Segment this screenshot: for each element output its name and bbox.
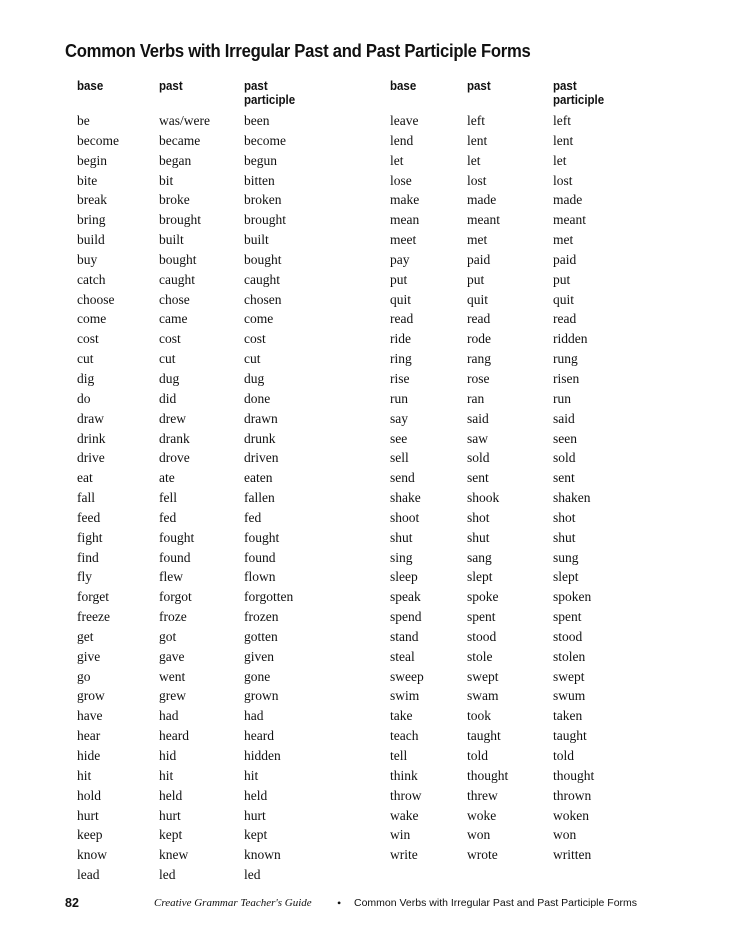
verb-cell: fly — [77, 569, 92, 585]
verb-cell: put — [390, 271, 408, 287]
verb-cell: eat — [77, 470, 93, 486]
verb-cell: cut — [244, 351, 261, 367]
verb-cell: gone — [244, 668, 271, 684]
verb-cell: given — [244, 648, 274, 664]
verb-cell: won — [467, 827, 491, 843]
verb-cell: lead — [77, 867, 100, 883]
verb-cell: drew — [159, 410, 186, 426]
verb-cell: let — [553, 152, 567, 168]
verb-cell: wake — [390, 807, 419, 823]
verb-cell: begin — [77, 152, 107, 168]
verb-cell: pay — [390, 251, 410, 267]
verb-cell: build — [77, 232, 105, 248]
verb-cell: tell — [390, 748, 408, 763]
verb-cell: heard — [159, 728, 189, 744]
verb-cell: went — [159, 668, 186, 684]
verb-cell: swum — [553, 688, 586, 704]
verb-cell: taught — [467, 728, 501, 744]
verb-cell: flown — [244, 569, 276, 585]
verb-cell: fallen — [244, 490, 275, 506]
verb-cell: did — [159, 390, 177, 406]
verb-cell: froze — [159, 609, 187, 625]
verb-cell: come — [244, 311, 274, 327]
verb-cell: do — [77, 390, 91, 406]
verb-cell: spoke — [467, 589, 499, 605]
verb-cell: read — [553, 311, 577, 327]
verb-cell: shut — [467, 529, 490, 545]
header-past-right: past — [467, 79, 491, 93]
verb-cell: met — [467, 232, 488, 248]
verb-cell: had — [159, 708, 179, 724]
verb-cell: gotten — [244, 628, 278, 644]
verb-cell: kept — [159, 827, 183, 843]
verb-cell: threw — [467, 787, 498, 803]
verb-cell: shut — [390, 529, 413, 545]
verb-cell: bought — [159, 251, 197, 267]
verb-cell: quit — [553, 291, 575, 307]
verb-cell: rung — [553, 351, 578, 367]
verb-cell: chosen — [244, 291, 282, 307]
verb-cell: bought — [244, 251, 282, 267]
verb-cell: hit — [244, 767, 259, 783]
verb-cell: found — [244, 549, 276, 565]
verb-cell: break — [77, 192, 107, 208]
verb-cell: sold — [553, 450, 576, 466]
verb-cell: slept — [467, 569, 493, 585]
verb-cell: be — [77, 113, 90, 128]
verb-cell: stolen — [553, 648, 586, 664]
verb-cell: cost — [159, 331, 181, 347]
verb-cell: throw — [390, 787, 422, 803]
verb-cell: give — [77, 648, 101, 664]
verb-cell: hear — [77, 728, 101, 744]
verb-cell: hurt — [244, 807, 266, 823]
verb-cell: sang — [467, 549, 492, 565]
verb-cell: feed — [77, 509, 101, 525]
right-past-column — [467, 111, 567, 865]
verb-cell: was/were — [159, 113, 210, 128]
verb-cell: risen — [553, 370, 580, 386]
verb-cell: drank — [159, 430, 190, 446]
verb-cell: go — [77, 668, 91, 684]
page-number: 82 — [65, 896, 79, 910]
verb-cell: become — [77, 132, 119, 148]
verb-cell: fought — [244, 529, 280, 545]
verb-cell: speak — [390, 589, 421, 605]
verb-cell: have — [77, 708, 103, 724]
verb-cell: told — [467, 748, 489, 763]
verb-cell: chose — [159, 291, 190, 307]
verb-cell: caught — [159, 271, 195, 287]
verb-cell: cost — [77, 331, 99, 347]
verb-cell: put — [467, 271, 485, 287]
verb-cell: bitten — [244, 172, 275, 188]
page-footer — [65, 894, 685, 912]
verb-cell: know — [77, 847, 107, 863]
verb-cell: frozen — [244, 609, 279, 625]
verb-cell: hid — [159, 748, 177, 763]
verb-cell: had — [244, 708, 264, 724]
verb-cell: stood — [553, 628, 583, 644]
verb-cell: begun — [244, 152, 277, 168]
verb-cell: fed — [159, 509, 177, 525]
header-base-left: base — [77, 79, 104, 93]
verb-cell: run — [390, 390, 408, 406]
verb-cell: lose — [390, 172, 412, 188]
verb-cell: known — [244, 847, 281, 863]
verb-cell: slept — [553, 569, 579, 585]
verb-cell: held — [244, 787, 268, 803]
verb-cell: said — [467, 410, 489, 426]
footer-section-title: Common Verbs with Irregular Past and Past Participle Forms — [354, 897, 638, 909]
header-participle-line1: past — [244, 79, 268, 93]
verb-cell: forget — [77, 589, 109, 605]
verb-cell: lost — [467, 172, 487, 188]
verb-cell: write — [390, 847, 418, 863]
verb-cell: lent — [553, 132, 574, 148]
verb-cell: hurt — [77, 807, 99, 823]
verb-cell: cut — [159, 351, 176, 367]
verb-cell: ate — [159, 470, 175, 486]
header-base-right: base — [390, 79, 417, 93]
verb-cell: taught — [553, 728, 587, 744]
verb-cell: drunk — [244, 430, 276, 446]
verb-cell: send — [390, 470, 415, 486]
verb-cell: saw — [467, 430, 488, 446]
verb-cell: swept — [467, 668, 499, 684]
verb-cell: sleep — [390, 569, 418, 585]
verb-cell: took — [467, 708, 492, 724]
verb-cell: came — [159, 311, 188, 327]
header-participle-line2: participle — [553, 93, 605, 107]
verb-cell: rode — [467, 331, 491, 347]
verb-cell: shut — [553, 529, 576, 545]
page-title: Common Verbs with Irregular Past and Past Participle Forms — [65, 40, 531, 61]
verb-cell: broken — [244, 192, 282, 208]
verb-cell: meet — [390, 232, 417, 248]
bullet-separator: • — [337, 896, 342, 910]
header-past-left: past — [159, 79, 183, 93]
verb-cell: rose — [467, 370, 490, 386]
verb-cell: led — [244, 867, 261, 883]
verb-cell: swim — [390, 688, 420, 704]
left-participle-column — [244, 111, 344, 885]
verb-cell: spent — [553, 609, 582, 625]
verb-cell: built — [159, 232, 184, 248]
verb-cell: come — [77, 311, 107, 327]
verb-cell: met — [553, 232, 574, 248]
verb-cell: shook — [467, 490, 500, 506]
verb-cell: sung — [553, 549, 579, 565]
verb-cell: won — [553, 827, 577, 843]
verb-cell: bring — [77, 212, 106, 228]
header-participle-line1: past — [553, 79, 577, 93]
verb-cell: brought — [244, 212, 286, 228]
header-participle-line2: participle — [244, 93, 296, 107]
verb-cell: drink — [77, 430, 106, 446]
verb-cell: gave — [159, 648, 185, 664]
verb-cell: led — [159, 867, 176, 883]
verb-cell: fell — [159, 490, 177, 506]
verb-cell: fed — [244, 509, 262, 525]
verb-cell: thought — [467, 767, 509, 783]
verb-cell: dug — [159, 370, 180, 386]
verb-cell: win — [390, 827, 411, 843]
verb-cell: see — [390, 430, 408, 446]
verb-cell: lend — [390, 132, 414, 148]
verb-cell: knew — [159, 847, 189, 863]
verb-cell: woke — [467, 807, 497, 823]
verb-cell: shake — [390, 490, 421, 506]
verb-cell: let — [390, 152, 404, 168]
verb-cell: bit — [159, 172, 174, 188]
verb-cell: wrote — [467, 847, 498, 863]
book-title: Creative Grammar Teacher's Guide — [154, 897, 312, 909]
verb-cell: sold — [467, 450, 490, 466]
verb-cell: grown — [244, 688, 279, 704]
verb-cell: sent — [553, 470, 575, 486]
verb-cell: ridden — [553, 331, 588, 347]
verb-cell: dug — [244, 370, 265, 386]
verb-cell: sell — [390, 450, 409, 466]
right-participle-column — [553, 111, 653, 865]
verb-cell: hurt — [159, 807, 181, 823]
header-participle-left — [244, 79, 295, 107]
verb-cell: thrown — [553, 787, 592, 803]
verb-cell: hold — [77, 787, 102, 803]
verb-cell: caught — [244, 271, 280, 287]
verb-cell: left — [553, 113, 571, 128]
verb-cell: draw — [77, 410, 104, 426]
verb-cell: drove — [159, 450, 190, 466]
verb-cell: stole — [467, 648, 493, 664]
verb-cell: shot — [553, 509, 576, 525]
verb-cell: fought — [159, 529, 195, 545]
header-participle-right — [553, 79, 604, 107]
verb-cell: broke — [159, 192, 190, 208]
verb-cell: became — [159, 132, 201, 148]
verb-cell: held — [159, 787, 183, 803]
verb-cell: taken — [553, 708, 583, 724]
verb-cell: stand — [390, 628, 419, 644]
verb-cell: ring — [390, 351, 412, 367]
verb-cell: sent — [467, 470, 489, 486]
verb-cell: take — [390, 708, 413, 724]
verb-cell: cost — [244, 331, 266, 347]
verb-cell: grow — [77, 688, 105, 704]
verb-cell: hidden — [244, 748, 281, 763]
verb-cell: meant — [553, 212, 586, 228]
verb-cell: left — [467, 113, 485, 128]
verb-cell: bite — [77, 172, 98, 188]
verb-cell: make — [390, 192, 420, 208]
verb-cell: ran — [467, 390, 485, 406]
verb-cell: meant — [467, 212, 500, 228]
verb-cell: rise — [390, 370, 410, 386]
verb-cell: find — [77, 549, 99, 565]
verb-cell: got — [159, 628, 177, 644]
verb-cell: become — [244, 132, 286, 148]
verb-cell: hide — [77, 748, 101, 763]
verb-cell: said — [553, 410, 575, 426]
verb-cell: read — [390, 311, 414, 327]
verb-cell: lost — [553, 172, 573, 188]
verb-cell: made — [467, 192, 497, 208]
verb-cell: swept — [553, 668, 585, 684]
verb-cell: paid — [553, 251, 577, 267]
verb-cell: stood — [467, 628, 497, 644]
verb-cell: spent — [467, 609, 496, 625]
verb-cell: written — [553, 847, 592, 863]
verb-cell: fall — [77, 490, 95, 506]
verb-cell: put — [553, 271, 571, 287]
verb-cell: drawn — [244, 410, 278, 426]
verb-cell: woken — [553, 807, 589, 823]
verb-cell: built — [244, 232, 269, 248]
verb-cell: been — [244, 113, 270, 128]
verb-cell: leave — [390, 113, 419, 128]
verb-cell: done — [244, 390, 271, 406]
verb-cell: hit — [77, 767, 92, 783]
verb-cell: paid — [467, 251, 491, 267]
verb-cell: let — [467, 152, 481, 168]
verb-cell: dig — [77, 370, 95, 386]
verb-cell: eaten — [244, 470, 273, 486]
verb-cell: get — [77, 628, 94, 644]
verb-cell: forgot — [159, 589, 192, 605]
verb-cell: cut — [77, 351, 94, 367]
verb-cell: driven — [244, 450, 279, 466]
verb-cell: think — [390, 767, 418, 783]
verb-cell: shoot — [390, 509, 420, 525]
verb-cell: told — [553, 748, 575, 763]
verb-cell: mean — [390, 212, 420, 228]
verb-cell: seen — [553, 430, 577, 446]
verb-cell: choose — [77, 291, 115, 307]
verb-cell: quit — [390, 291, 412, 307]
verb-cell: found — [159, 549, 191, 565]
verb-cell: drive — [77, 450, 105, 466]
verb-cell: read — [467, 311, 491, 327]
verb-cell: say — [390, 410, 408, 426]
verb-cell: fight — [77, 529, 103, 545]
verb-cell: hit — [159, 767, 174, 783]
verb-cell: began — [159, 152, 192, 168]
verb-cell: ride — [390, 331, 411, 347]
verb-cell: heard — [244, 728, 274, 744]
verb-cell: forgotten — [244, 589, 294, 605]
verb-cell: sing — [390, 549, 413, 565]
verb-cell: spoken — [553, 589, 592, 605]
verb-cell: swam — [467, 688, 499, 704]
verb-cell: kept — [244, 827, 268, 843]
verb-cell: run — [553, 390, 571, 406]
verb-cell: teach — [390, 728, 419, 744]
verb-cell: rang — [467, 351, 491, 367]
verb-cell: spend — [390, 609, 422, 625]
verb-cell: made — [553, 192, 583, 208]
verb-cell: catch — [77, 271, 106, 287]
verb-cell: brought — [159, 212, 201, 228]
verb-cell: freeze — [77, 609, 110, 625]
verb-cell: shaken — [553, 490, 591, 506]
verb-cell: sweep — [390, 668, 424, 684]
verb-cell: quit — [467, 291, 489, 307]
verb-cell: thought — [553, 767, 595, 783]
verb-cell: keep — [77, 827, 103, 843]
verb-cell: shot — [467, 509, 490, 525]
verb-cell: lent — [467, 132, 488, 148]
verb-cell: grew — [159, 688, 186, 704]
verb-cell: buy — [77, 251, 98, 267]
verb-cell: flew — [159, 569, 183, 585]
verb-cell: steal — [390, 648, 415, 664]
